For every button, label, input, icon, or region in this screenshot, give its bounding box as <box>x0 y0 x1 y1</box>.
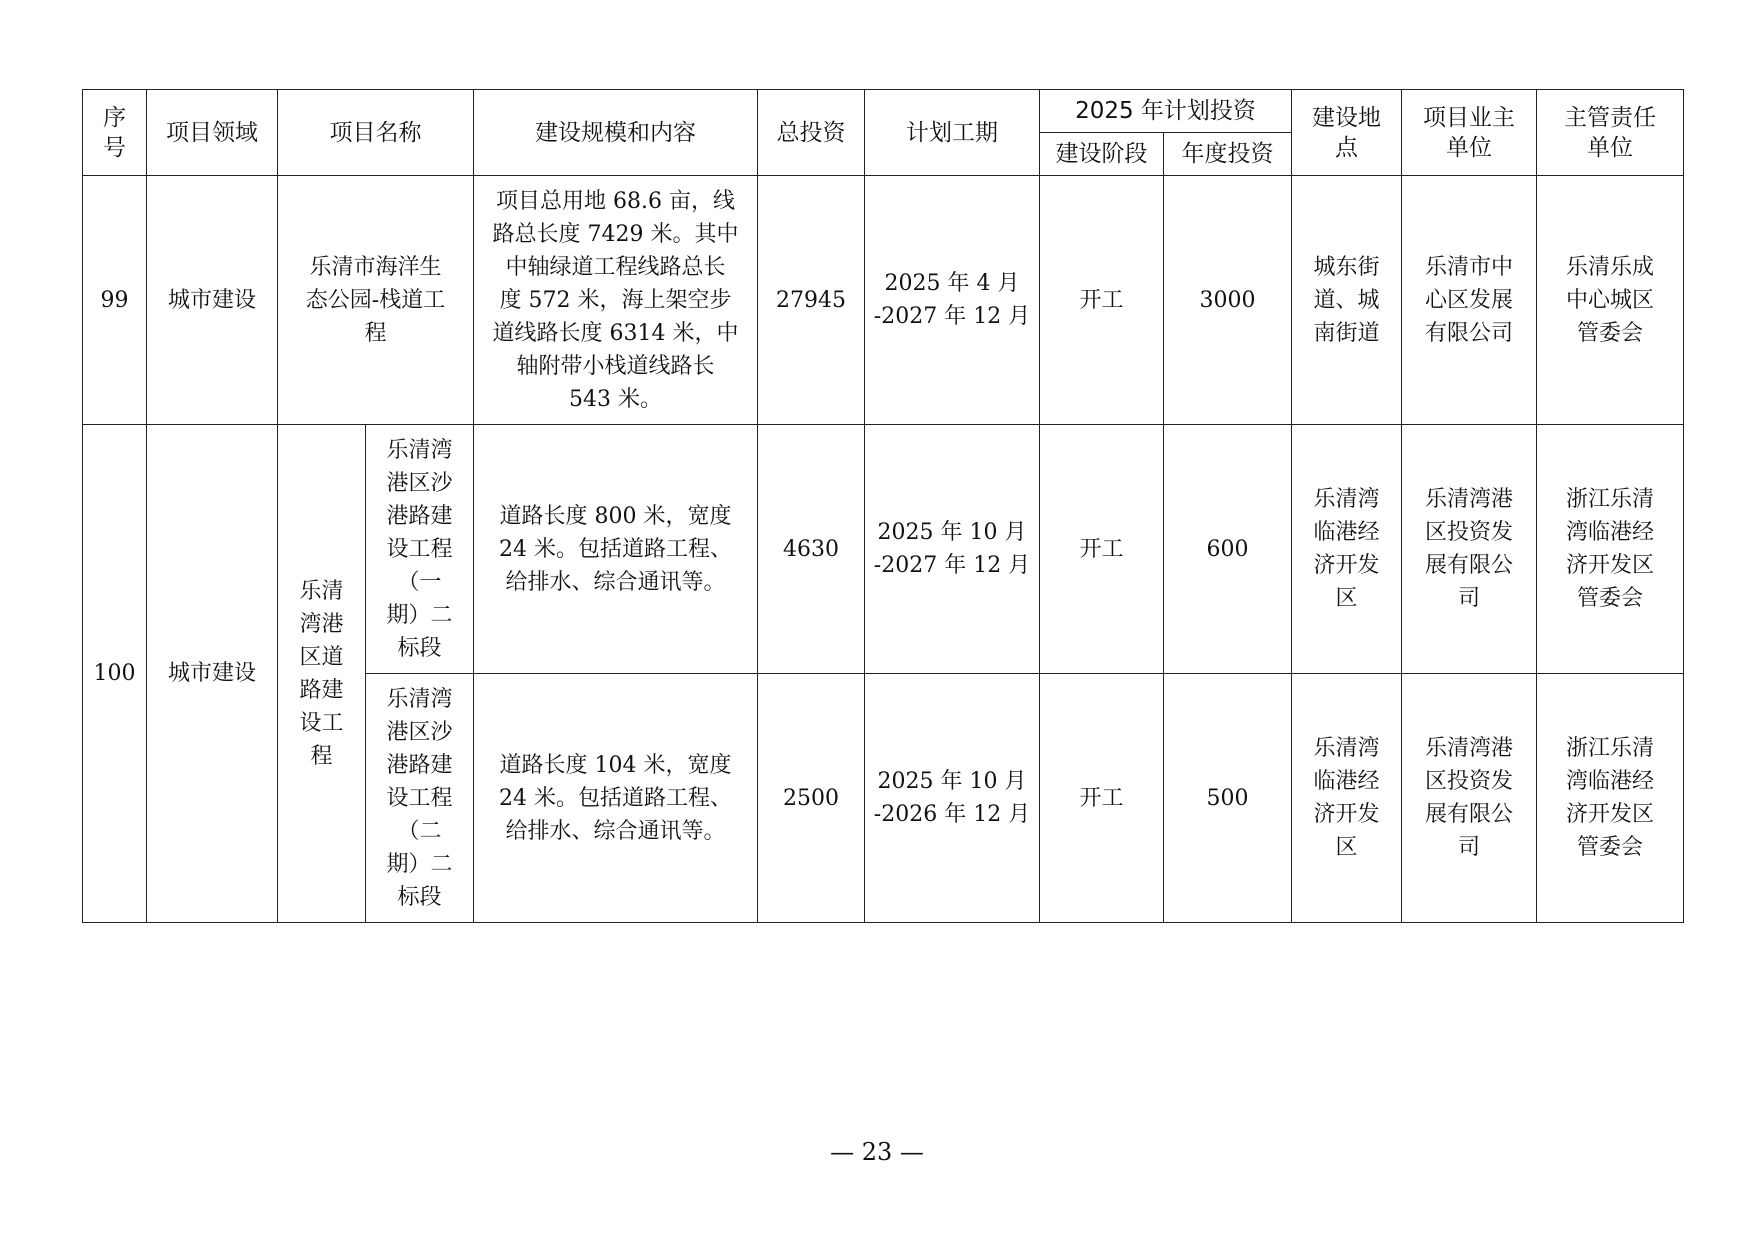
header-location: 建设地 点 <box>1292 90 1402 176</box>
header-period: 计划工期 <box>865 90 1040 176</box>
cell-owner: 乐清湾港 区投资发 展有限公 司 <box>1402 425 1537 674</box>
cell-supervisor: 浙江乐清 湾临港经 济开发区 管委会 <box>1537 674 1684 923</box>
header-seq: 序 号 <box>83 90 147 176</box>
header-supervisor: 主管责任 单位 <box>1537 90 1684 176</box>
header-annual: 年度投资 <box>1164 133 1292 176</box>
header-stage: 建设阶段 <box>1040 133 1164 176</box>
cell-sub-name: 乐清湾 港区沙 港路建 设工程 （二 期）二 标段 <box>366 674 474 923</box>
cell-location: 城东街 道、城 南街道 <box>1292 176 1402 425</box>
cell-owner: 乐清市中 心区发展 有限公司 <box>1402 176 1537 425</box>
cell-field: 城市建设 <box>147 176 278 425</box>
cell-scale: 道路长度 800 米，宽度 24 米。包括道路工程、 给排水、综合通讯等。 <box>474 425 758 674</box>
cell-name: 乐清市海洋生 态公园-栈道工 程 <box>278 176 474 425</box>
cell-supervisor: 浙江乐清 湾临港经 济开发区 管委会 <box>1537 425 1684 674</box>
header-total: 总投资 <box>758 90 865 176</box>
cell-sub-name: 乐清湾 港区沙 港路建 设工程 （一 期）二 标段 <box>366 425 474 674</box>
project-table <box>82 89 1684 923</box>
cell-supervisor: 乐清乐成 中心城区 管委会 <box>1537 176 1684 425</box>
cell-seq: 100 <box>83 425 147 923</box>
cell-total: 2500 <box>758 674 865 923</box>
page-number: — 23 — <box>830 1138 924 1166</box>
cell-location: 乐清湾 临港经 济开发 区 <box>1292 674 1402 923</box>
cell-annual: 600 <box>1164 425 1292 674</box>
table-row <box>83 176 1684 425</box>
cell-period: 2025 年 10 月 -2026 年 12 月 <box>865 674 1040 923</box>
cell-scale: 项目总用地 68.6 亩，线 路总长度 7429 米。其中 中轴绿道工程线路总长 度 572 米，海上架空步 道线路长度 6314 米，中 轴附带小栈道线路长 543 米。 <box>474 176 758 425</box>
cell-annual: 3000 <box>1164 176 1292 425</box>
header-row <box>83 90 1684 133</box>
cell-total: 4630 <box>758 425 865 674</box>
cell-period: 2025 年 10 月 -2027 年 12 月 <box>865 425 1040 674</box>
table-row <box>83 425 1684 674</box>
cell-location: 乐清湾 临港经 济开发 区 <box>1292 425 1402 674</box>
header-field: 项目领域 <box>147 90 278 176</box>
cell-stage: 开工 <box>1040 674 1164 923</box>
cell-field: 城市建设 <box>147 425 278 923</box>
header-owner: 项目业主 单位 <box>1402 90 1537 176</box>
cell-owner: 乐清湾港 区投资发 展有限公 司 <box>1402 674 1537 923</box>
cell-period: 2025 年 4 月 -2027 年 12 月 <box>865 176 1040 425</box>
cell-seq: 99 <box>83 176 147 425</box>
cell-stage: 开工 <box>1040 425 1164 674</box>
cell-parent-name: 乐清 湾港 区道 路建 设工 程 <box>278 425 366 923</box>
cell-annual: 500 <box>1164 674 1292 923</box>
cell-total: 27945 <box>758 176 865 425</box>
cell-stage: 开工 <box>1040 176 1164 425</box>
header-scale: 建设规模和内容 <box>474 90 758 176</box>
cell-scale: 道路长度 104 米，宽度 24 米。包括道路工程、 给排水、综合通讯等。 <box>474 674 758 923</box>
header-plan-group: 2025 年计划投资 <box>1040 90 1292 133</box>
header-name: 项目名称 <box>278 90 474 176</box>
